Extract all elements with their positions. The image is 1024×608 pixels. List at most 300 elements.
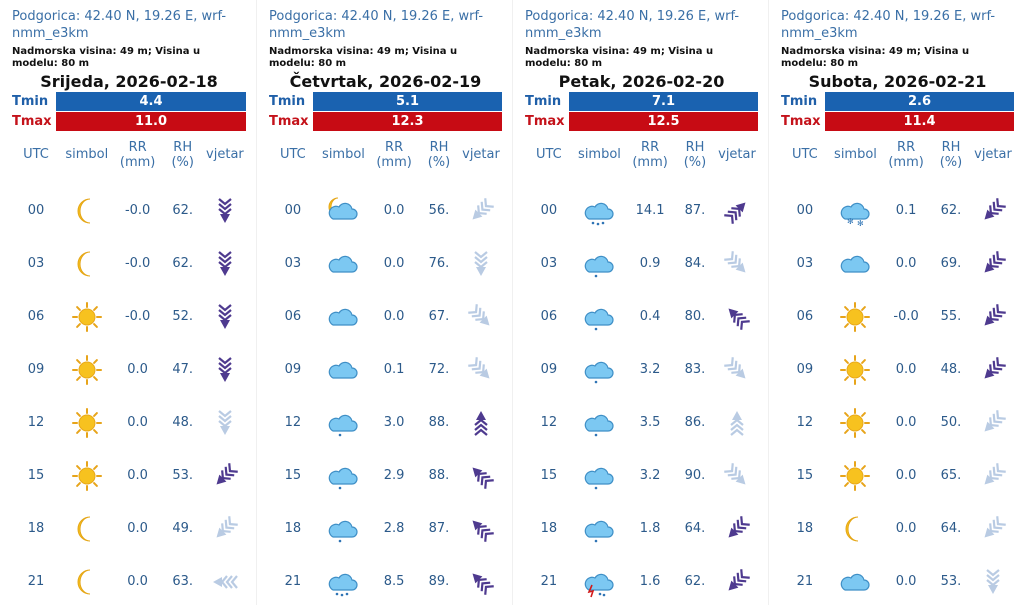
day-title: Četvrtak, 2026-02-19	[289, 72, 482, 91]
rh-cell: 72.	[428, 362, 450, 377]
wind-cell	[204, 354, 246, 386]
rh-cell: 87.	[684, 203, 706, 218]
weather-symbol-cell	[573, 460, 626, 492]
rr-cell: 3.2	[639, 362, 661, 377]
cloud-rain-icon	[582, 460, 616, 492]
rh-header: RH (%)	[427, 140, 451, 170]
cloud-heavy-rain-icon	[582, 195, 616, 227]
utc-cell: 03	[284, 256, 302, 271]
rh-cell: 89.	[428, 574, 450, 589]
rr-cell: 1.6	[639, 574, 661, 589]
wind-cell	[972, 301, 1014, 333]
utc-cell: 00	[284, 203, 302, 218]
tmax-label: Tmax	[269, 114, 309, 129]
table-row	[12, 449, 246, 502]
rh-cell: 48.	[172, 415, 194, 430]
wind-cell	[460, 460, 502, 492]
weather-symbol-cell	[573, 566, 626, 598]
table-row	[12, 502, 246, 555]
location-text: Podgorica: 42.40 N, 19.26 E, wrf-nmm_e3km	[781, 9, 996, 41]
tmax-label: Tmax	[525, 114, 565, 129]
tmin-label: Tmin	[12, 94, 49, 109]
utc-cell: 12	[27, 415, 45, 430]
rr-header: RR (mm)	[119, 140, 156, 170]
forecast-rows	[781, 184, 1014, 608]
rh-cell: 63.	[172, 574, 194, 589]
rr-cell: -0.0	[124, 203, 151, 218]
table-header	[269, 140, 502, 176]
cloud-heavy-rain-icon	[326, 566, 360, 598]
rr-cell: 2.9	[383, 468, 405, 483]
weather-symbol-cell	[60, 301, 114, 333]
rr-cell: 3.5	[639, 415, 661, 430]
wind-arrow-down-strong-icon	[209, 301, 241, 333]
wind-cell	[972, 566, 1014, 598]
utc-cell: 18	[284, 521, 302, 536]
weather-symbol-cell	[60, 248, 114, 280]
rr-header: RR (mm)	[632, 140, 668, 170]
rr-cell: 1.8	[639, 521, 661, 536]
utc-header: UTC	[23, 147, 49, 162]
moon-icon	[71, 513, 103, 545]
wind-arrow-northeast-icon	[721, 195, 753, 227]
wind-cell	[972, 513, 1014, 545]
tmin-value: 4.4	[56, 92, 246, 111]
tmax-row	[781, 112, 1014, 131]
rr-cell: 0.0	[895, 468, 917, 483]
wind-cell	[460, 195, 502, 227]
rr-cell: 0.0	[895, 521, 917, 536]
wind-arrow-southeast-light-icon	[721, 460, 753, 492]
wind-cell	[204, 513, 246, 545]
day-title: Petak, 2026-02-20	[558, 72, 725, 91]
svg-text:✻: ✻	[847, 216, 855, 226]
weather-symbol-cell	[829, 407, 882, 439]
weather-symbol-cell	[317, 460, 370, 492]
rh-cell: 48.	[940, 362, 962, 377]
rh-cell: 69.	[940, 256, 962, 271]
rh-cell: 90.	[684, 468, 706, 483]
tmin-label: Tmin	[269, 94, 306, 109]
table-row	[269, 184, 502, 237]
sun-icon	[71, 301, 103, 333]
wind-arrow-southwest-icon	[977, 354, 1009, 386]
weather-symbol-cell	[829, 248, 882, 280]
table-row	[781, 290, 1014, 343]
rh-cell: 64.	[684, 521, 706, 536]
rh-cell: 53.	[940, 574, 962, 589]
rh-cell: 83.	[684, 362, 706, 377]
utc-cell: 18	[27, 521, 45, 536]
wind-cell	[204, 460, 246, 492]
weather-symbol-cell	[317, 354, 370, 386]
utc-cell: 00	[27, 203, 45, 218]
wind-cell	[972, 460, 1014, 492]
cloud-thunder-icon	[582, 566, 616, 598]
rh-cell: 88.	[428, 468, 450, 483]
elevation-text: Nadmorska visina: 49 m; Visina u modelu: 80 m	[525, 46, 714, 69]
utc-cell: 15	[27, 468, 45, 483]
table-row	[781, 396, 1014, 449]
weather-symbol-cell	[317, 301, 370, 333]
cloud-icon	[326, 354, 360, 386]
table-header	[525, 140, 758, 176]
utc-cell: 03	[796, 256, 814, 271]
table-row	[525, 396, 758, 449]
symbol-header: simbol	[322, 147, 365, 162]
rr-cell: 0.0	[383, 203, 405, 218]
table-row	[269, 290, 502, 343]
rr-cell: 0.0	[127, 574, 148, 589]
tmax-label: Tmax	[781, 114, 821, 129]
wind-arrow-northwest-icon	[465, 566, 497, 598]
rh-cell: 62.	[172, 256, 194, 271]
elevation-text: Nadmorska visina: 49 m; Visina u modelu: 80 m	[12, 46, 201, 69]
utc-cell: 15	[540, 468, 558, 483]
utc-cell: 15	[796, 468, 814, 483]
wind-header: vjetar	[974, 147, 1012, 162]
wind-arrow-southwest-light-icon	[465, 195, 497, 227]
rh-cell: 84.	[684, 256, 706, 271]
symbol-header: simbol	[834, 147, 877, 162]
rh-cell: 55.	[940, 309, 962, 324]
wind-cell	[716, 195, 758, 227]
weather-symbol-cell	[60, 566, 114, 598]
weather-symbol-cell	[317, 566, 370, 598]
wind-arrow-up-light-icon	[721, 407, 753, 439]
sun-icon	[839, 407, 871, 439]
tmin-row	[525, 92, 758, 111]
wind-arrow-southeast-light-icon	[721, 354, 753, 386]
wind-cell	[716, 301, 758, 333]
day-column-3	[768, 0, 1024, 605]
wind-arrow-down-light-icon	[209, 407, 241, 439]
rr-cell: 2.8	[383, 521, 405, 536]
wind-cell	[460, 354, 502, 386]
rh-cell: 65.	[940, 468, 962, 483]
utc-cell: 21	[540, 574, 558, 589]
wind-arrow-northwest-icon	[465, 460, 497, 492]
wind-cell	[460, 513, 502, 545]
tmax-row	[12, 112, 246, 131]
cloud-rain-icon	[582, 513, 616, 545]
table-row	[525, 343, 758, 396]
moon-icon	[71, 566, 103, 598]
table-row	[269, 502, 502, 555]
utc-cell: 09	[284, 362, 302, 377]
utc-cell: 18	[796, 521, 814, 536]
table-row	[781, 184, 1014, 237]
utc-cell: 12	[796, 415, 814, 430]
tmin-value: 2.6	[825, 92, 1014, 111]
rh-cell: 67.	[428, 309, 450, 324]
table-row	[781, 237, 1014, 290]
utc-cell: 09	[796, 362, 814, 377]
weather-symbol-cell	[317, 513, 370, 545]
rr-cell: 0.4	[639, 309, 661, 324]
wind-header: vjetar	[462, 147, 500, 162]
table-row	[525, 555, 758, 608]
wind-cell	[204, 407, 246, 439]
tmin-row	[269, 92, 502, 111]
wind-cell	[460, 301, 502, 333]
rh-cell: 76.	[428, 256, 450, 271]
wind-arrow-southwest-light-icon	[977, 460, 1009, 492]
table-row	[525, 237, 758, 290]
rh-header: RH (%)	[939, 140, 963, 170]
tmax-label: Tmax	[12, 114, 52, 129]
moon-cloud-icon	[326, 195, 360, 227]
cloud-rain-icon	[326, 513, 360, 545]
wind-cell	[204, 301, 246, 333]
rr-cell: 0.1	[383, 362, 405, 377]
wind-arrow-west-light-icon	[209, 566, 241, 598]
symbol-header: simbol	[65, 147, 109, 162]
tmax-row	[269, 112, 502, 131]
rh-cell: 80.	[684, 309, 706, 324]
cloud-icon	[326, 248, 360, 280]
utc-cell: 00	[796, 203, 814, 218]
table-row	[781, 449, 1014, 502]
table-header	[12, 140, 246, 176]
forecast-rows	[525, 184, 758, 608]
tmin-row	[781, 92, 1014, 111]
rr-header: RR (mm)	[888, 140, 924, 170]
rr-cell: 0.0	[895, 256, 917, 271]
sun-icon	[839, 460, 871, 492]
utc-cell: 15	[284, 468, 302, 483]
location-text: Podgorica: 42.40 N, 19.26 E, wrf-nmm_e3km	[12, 9, 227, 41]
wind-arrow-southwest-icon	[977, 248, 1009, 280]
wind-cell	[204, 195, 246, 227]
day-column-0	[0, 0, 256, 605]
weather-symbol-cell	[317, 248, 370, 280]
svg-text:✻: ✻	[857, 218, 865, 227]
wind-arrow-southeast-light-icon	[465, 354, 497, 386]
tmax-value: 11.4	[825, 112, 1014, 131]
table-header	[781, 140, 1014, 176]
weather-symbol-cell	[573, 301, 626, 333]
table-row	[781, 555, 1014, 608]
wind-cell	[716, 566, 758, 598]
elevation-text: Nadmorska visina: 49 m; Visina u modelu: 80 m	[781, 46, 970, 69]
utc-cell: 09	[27, 362, 45, 377]
weather-symbol-cell	[317, 407, 370, 439]
symbol-header: simbol	[578, 147, 621, 162]
utc-cell: 21	[27, 574, 45, 589]
weather-symbol-cell	[573, 513, 626, 545]
table-row	[269, 449, 502, 502]
weather-symbol-cell	[573, 407, 626, 439]
rr-cell: 0.0	[383, 309, 405, 324]
wind-arrow-down-light-icon	[465, 248, 497, 280]
utc-header: UTC	[279, 147, 306, 162]
utc-header: UTC	[791, 147, 818, 162]
cloud-rain-icon	[582, 354, 616, 386]
sun-icon	[71, 407, 103, 439]
cloud-icon	[838, 566, 872, 598]
weather-symbol-cell	[317, 195, 370, 227]
rh-cell: 49.	[172, 521, 194, 536]
rr-cell: 0.1	[895, 203, 917, 218]
rh-cell: 47.	[172, 362, 194, 377]
rh-cell: 88.	[428, 415, 450, 430]
weather-symbol-cell	[60, 460, 114, 492]
rr-cell: 0.0	[127, 468, 148, 483]
rr-cell: 0.0	[895, 415, 917, 430]
forecast-rows	[269, 184, 502, 608]
rh-cell: 56.	[428, 203, 450, 218]
wind-arrow-southeast-light-icon	[721, 248, 753, 280]
day-column-1	[256, 0, 512, 605]
tmax-value: 12.5	[569, 112, 758, 131]
table-row	[269, 343, 502, 396]
wind-cell	[972, 248, 1014, 280]
table-row	[12, 237, 246, 290]
rr-cell: 0.0	[383, 256, 405, 271]
wind-cell	[460, 248, 502, 280]
utc-cell: 21	[796, 574, 814, 589]
wind-arrow-southwest-icon	[977, 195, 1009, 227]
utc-cell: 06	[796, 309, 814, 324]
wind-cell	[716, 513, 758, 545]
table-row	[269, 237, 502, 290]
moon-icon	[839, 513, 871, 545]
location-text: Podgorica: 42.40 N, 19.26 E, wrf-nmm_e3km	[525, 9, 740, 41]
wind-arrow-down-strong-icon	[209, 248, 241, 280]
rr-header: RR (mm)	[376, 140, 412, 170]
utc-cell: 09	[540, 362, 558, 377]
weather-symbol-cell	[829, 195, 882, 227]
utc-cell: 12	[540, 415, 558, 430]
location-text: Podgorica: 42.40 N, 19.26 E, wrf-nmm_e3km	[269, 9, 484, 41]
utc-cell: 21	[284, 574, 302, 589]
rr-cell: 0.9	[639, 256, 661, 271]
table-row	[12, 396, 246, 449]
rr-cell: 8.5	[383, 574, 405, 589]
weather-symbol-cell	[829, 513, 882, 545]
rh-cell: 52.	[172, 309, 194, 324]
rr-cell: 0.0	[895, 574, 917, 589]
wind-cell	[716, 354, 758, 386]
tmin-value: 5.1	[313, 92, 502, 111]
weather-symbol-cell	[60, 195, 114, 227]
wind-cell	[460, 566, 502, 598]
cloud-icon	[838, 248, 872, 280]
utc-cell: 06	[284, 309, 302, 324]
cloud-rain-icon	[326, 460, 360, 492]
sun-icon	[71, 354, 103, 386]
wind-arrow-southeast-light-icon	[465, 301, 497, 333]
cloud-rain-icon	[582, 248, 616, 280]
wind-arrow-southwest-icon	[721, 513, 753, 545]
rr-cell: -0.0	[124, 256, 151, 271]
wind-cell	[204, 248, 246, 280]
rr-cell: 0.0	[127, 415, 148, 430]
weather-symbol-cell	[60, 354, 114, 386]
wind-cell	[972, 195, 1014, 227]
rr-cell: 14.1	[635, 203, 665, 218]
tmax-value: 11.0	[56, 112, 246, 131]
utc-cell: 06	[540, 309, 558, 324]
wind-arrow-down-strong-icon	[209, 195, 241, 227]
rh-header: RH (%)	[171, 140, 194, 170]
wind-arrow-southwest-light-icon	[977, 407, 1009, 439]
wind-cell	[716, 248, 758, 280]
wind-arrow-southwest-light-icon	[209, 513, 241, 545]
weather-symbol-cell	[829, 566, 882, 598]
weather-symbol-cell	[573, 195, 626, 227]
wind-arrow-southwest-icon	[209, 460, 241, 492]
tmin-label: Tmin	[781, 94, 818, 109]
sun-icon	[71, 460, 103, 492]
tmin-row	[12, 92, 246, 111]
wind-cell	[716, 407, 758, 439]
rh-cell: 86.	[684, 415, 706, 430]
wind-cell	[972, 407, 1014, 439]
utc-header: UTC	[535, 147, 562, 162]
weather-symbol-cell	[60, 513, 114, 545]
table-row	[12, 290, 246, 343]
moon-icon	[71, 195, 103, 227]
rh-cell: 50.	[940, 415, 962, 430]
weather-symbol-cell	[829, 460, 882, 492]
wind-arrow-northwest-icon	[465, 513, 497, 545]
rr-cell: 0.0	[127, 362, 148, 377]
sun-icon	[839, 354, 871, 386]
tmax-row	[525, 112, 758, 131]
weather-symbol-cell	[573, 248, 626, 280]
cloud-rain-icon	[582, 407, 616, 439]
table-row	[269, 555, 502, 608]
rh-cell: 62.	[172, 203, 194, 218]
utc-cell: 06	[27, 309, 45, 324]
rr-cell: 3.0	[383, 415, 405, 430]
table-row	[525, 449, 758, 502]
table-row	[525, 290, 758, 343]
sun-icon	[839, 301, 871, 333]
day-column-2	[512, 0, 768, 605]
table-row	[12, 555, 246, 608]
wind-header: vjetar	[718, 147, 756, 162]
table-row	[269, 396, 502, 449]
utc-cell: 18	[540, 521, 558, 536]
weather-symbol-cell	[573, 354, 626, 386]
wind-arrow-down-strong-icon	[209, 354, 241, 386]
weather-symbol-cell	[829, 301, 882, 333]
table-row	[12, 184, 246, 237]
rh-cell: 87.	[428, 521, 450, 536]
rr-cell: 0.0	[127, 521, 148, 536]
cloud-rain-icon	[326, 407, 360, 439]
rh-header: RH (%)	[683, 140, 707, 170]
tmin-value: 7.1	[569, 92, 758, 111]
wind-cell	[460, 407, 502, 439]
rr-cell: 0.0	[895, 362, 917, 377]
rh-cell: 53.	[172, 468, 194, 483]
day-title: Subota, 2026-02-21	[808, 72, 987, 91]
day-title: Srijeda, 2026-02-18	[40, 72, 218, 91]
table-row	[12, 343, 246, 396]
rr-cell: -0.0	[124, 309, 151, 324]
rr-cell: 3.2	[639, 468, 661, 483]
weather-symbol-cell	[829, 354, 882, 386]
wind-arrow-southwest-icon	[977, 301, 1009, 333]
table-row	[525, 502, 758, 555]
tmin-label: Tmin	[525, 94, 562, 109]
weather-symbol-cell	[60, 407, 114, 439]
wind-header: vjetar	[206, 147, 244, 162]
